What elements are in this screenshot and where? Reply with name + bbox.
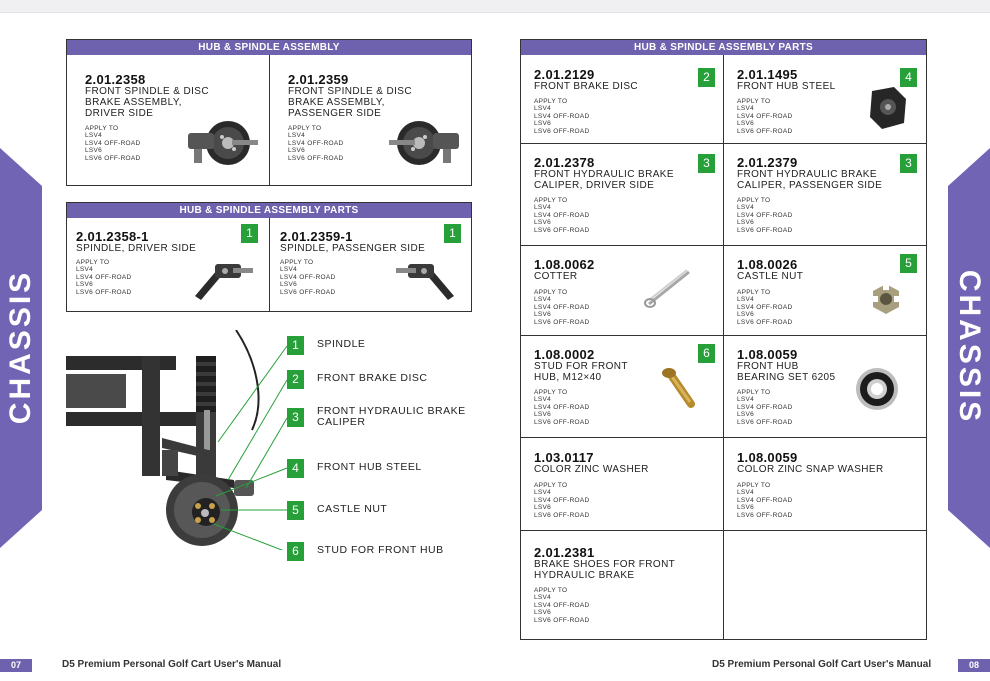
- assembly-parts-left-panel: [66, 202, 472, 312]
- apply-to-list: APPLY TO LSV4 LSV4 OFF-ROAD LSV6 LSV6 OFF-ROAD: [76, 259, 132, 296]
- part-item: [270, 218, 471, 311]
- part-description: FRONT HUB BEARING SET 6205: [737, 361, 836, 383]
- part-number: 2.01.2359: [288, 72, 349, 87]
- legend-number: 6: [287, 542, 304, 561]
- side-tab-left: [0, 148, 42, 548]
- part-number: 2.01.2129: [534, 67, 595, 82]
- legend-number: 3: [287, 408, 304, 427]
- part-number: 1.08.0026: [737, 257, 798, 272]
- callout-badge: 1: [444, 224, 461, 243]
- assembly-item: [270, 55, 471, 185]
- legend-label: FRONT HUB STEEL: [317, 461, 422, 473]
- spindle-image: [189, 256, 257, 302]
- part-description: FRONT HYDRAULIC BRAKE CALIPER, DRIVER SIDE: [534, 169, 674, 191]
- part-item: [521, 144, 724, 246]
- apply-to-list: APPLY TO LSV4 LSV4 OFF-ROAD LSV6 LSV6 OFF-ROAD: [534, 482, 590, 519]
- footer-title-left: D5 Premium Personal Golf Cart User's Manual: [62, 659, 282, 670]
- part-number: 1.08.0062: [534, 257, 595, 272]
- callout-badge: 4: [900, 68, 917, 87]
- apply-to-list: APPLY TO LSV4 LSV4 OFF-ROAD LSV6 LSV6 OFF-ROAD: [737, 482, 793, 519]
- assembly-panel: [66, 39, 472, 186]
- part-item: [724, 55, 926, 144]
- part-number: 2.01.1495: [737, 67, 798, 82]
- footer-title-right: D5 Premium Personal Golf Cart User's Manual: [712, 659, 932, 670]
- apply-to-list: APPLY TO LSV4 LSV4 OFF-ROAD LSV6 LSV6 OFF-ROAD: [737, 197, 793, 234]
- apply-to-list: APPLY TO LSV4 LSV4 OFF-ROAD LSV6 LSV6 OFF-ROAD: [737, 289, 793, 326]
- part-description: FRONT BRAKE DISC: [534, 81, 639, 92]
- part-number: 1.03.0117: [534, 450, 594, 465]
- part-description: FRONT SPINDLE & DISC BRAKE ASSEMBLY, PASSENGER SIDE: [288, 86, 412, 119]
- spindle-image: [392, 256, 460, 302]
- part-number: 2.01.2358-1: [76, 229, 149, 244]
- part-description: COTTER: [534, 271, 578, 282]
- callout-badge: 6: [698, 344, 715, 363]
- bearing-image: [854, 366, 900, 412]
- part-description: COLOR ZINC WASHER: [534, 464, 649, 475]
- part-description: FRONT SPINDLE & DISC BRAKE ASSEMBLY, DRIVER SIDE: [85, 86, 209, 119]
- part-number: 2.01.2378: [534, 155, 595, 170]
- legend-label: FRONT HYDRAULIC BRAKE CALIPER: [317, 405, 466, 428]
- part-number: 2.01.2358: [85, 72, 146, 87]
- empty-cell: [724, 531, 926, 639]
- castle-nut-image: [869, 282, 903, 316]
- callout-badge: 3: [900, 154, 917, 173]
- legend-number: 4: [287, 459, 304, 478]
- part-number: 2.01.2359-1: [280, 229, 353, 244]
- callout-badge: 2: [698, 68, 715, 87]
- spindle-disc-assembly-image: [385, 115, 465, 171]
- part-description: COLOR ZINC SNAP WASHER: [737, 464, 884, 475]
- part-description: CASTLE NUT: [737, 271, 804, 282]
- part-item: [521, 438, 724, 531]
- apply-to-list: APPLY TO LSV4 LSV4 OFF-ROAD LSV6 LSV6 OFF-ROAD: [534, 587, 590, 624]
- apply-to-list: APPLY TO LSV4 LSV4 OFF-ROAD LSV6 LSV6 OFF-ROAD: [288, 125, 344, 162]
- part-description: SPINDLE, DRIVER SIDE: [76, 243, 197, 254]
- part-number: 1.08.0059: [737, 450, 798, 465]
- spindle-disc-assembly-image: [182, 115, 262, 171]
- page-number-left: 07: [0, 659, 32, 672]
- part-description: BRAKE SHOES FOR FRONT HYDRAULIC BRAKE: [534, 559, 676, 581]
- legend-label: STUD FOR FRONT HUB: [317, 544, 444, 556]
- legend-number: 1: [287, 336, 304, 355]
- callout-badge: 1: [241, 224, 258, 243]
- apply-to-list: APPLY TO LSV4 LSV4 OFF-ROAD LSV6 LSV6 OFF-ROAD: [737, 98, 793, 135]
- legend-label: CASTLE NUT: [317, 503, 388, 515]
- side-label-right: CHASSIS: [953, 269, 986, 425]
- part-description: STUD FOR FRONT HUB, M12×40: [534, 361, 628, 383]
- part-description: SPINDLE, PASSENGER SIDE: [280, 243, 426, 254]
- apply-to-list: APPLY TO LSV4 LSV4 OFF-ROAD LSV6 LSV6 OFF-ROAD: [737, 389, 793, 426]
- assembly-header: HUB & SPINDLE ASSEMBLY: [67, 40, 471, 55]
- part-number: 2.01.2379: [737, 155, 798, 170]
- part-item: [724, 144, 926, 246]
- legend-number: 5: [287, 501, 304, 520]
- apply-to-list: APPLY TO LSV4 LSV4 OFF-ROAD LSV6 LSV6 OFF-ROAD: [534, 289, 590, 326]
- legend-label: SPINDLE: [317, 338, 366, 350]
- part-item: [521, 246, 724, 336]
- part-description: FRONT HUB STEEL: [737, 81, 836, 92]
- top-bar: [0, 0, 990, 13]
- part-number: 1.08.0002: [534, 347, 595, 362]
- apply-to-list: APPLY TO LSV4 LSV4 OFF-ROAD LSV6 LSV6 OFF-ROAD: [534, 197, 590, 234]
- assembly-parts-left-header: HUB & SPINDLE ASSEMBLY PARTS: [67, 203, 471, 218]
- legend-label: FRONT BRAKE DISC: [317, 372, 428, 384]
- cotter-pin-image: [641, 266, 697, 310]
- part-item: [724, 246, 926, 336]
- callout-badge: 5: [900, 254, 917, 273]
- apply-to-list: APPLY TO LSV4 LSV4 OFF-ROAD LSV6 LSV6 OFF-ROAD: [280, 259, 336, 296]
- apply-to-list: APPLY TO LSV4 LSV4 OFF-ROAD LSV6 LSV6 OFF-ROAD: [85, 125, 141, 162]
- part-item: [521, 531, 724, 639]
- callout-badge: 3: [698, 154, 715, 173]
- front-suspension-illustration: [66, 330, 288, 550]
- legend-number: 2: [287, 370, 304, 389]
- part-number: 1.08.0059: [737, 347, 798, 362]
- apply-to-list: APPLY TO LSV4 LSV4 OFF-ROAD LSV6 LSV6 OFF-ROAD: [534, 389, 590, 426]
- part-item: [521, 336, 724, 438]
- assembly-parts-right-panel: [520, 39, 927, 640]
- part-item: [67, 218, 270, 311]
- side-tab-right: [948, 148, 990, 548]
- page-number-right: 08: [958, 659, 990, 672]
- apply-to-list: APPLY TO LSV4 LSV4 OFF-ROAD LSV6 LSV6 OFF-ROAD: [534, 98, 590, 135]
- part-number: 2.01.2381: [534, 545, 595, 560]
- assembly-item: [67, 55, 270, 185]
- part-description: FRONT HYDRAULIC BRAKE CALIPER, PASSENGER SIDE: [737, 169, 883, 191]
- part-item: [521, 55, 724, 144]
- assembly-parts-right-header: HUB & SPINDLE ASSEMBLY PARTS: [521, 40, 926, 55]
- side-label-left: CHASSIS: [4, 269, 37, 425]
- part-item: [724, 438, 926, 531]
- part-item: [724, 336, 926, 438]
- hub-steel-image: [864, 83, 910, 133]
- wheel-stud-image: [661, 366, 701, 410]
